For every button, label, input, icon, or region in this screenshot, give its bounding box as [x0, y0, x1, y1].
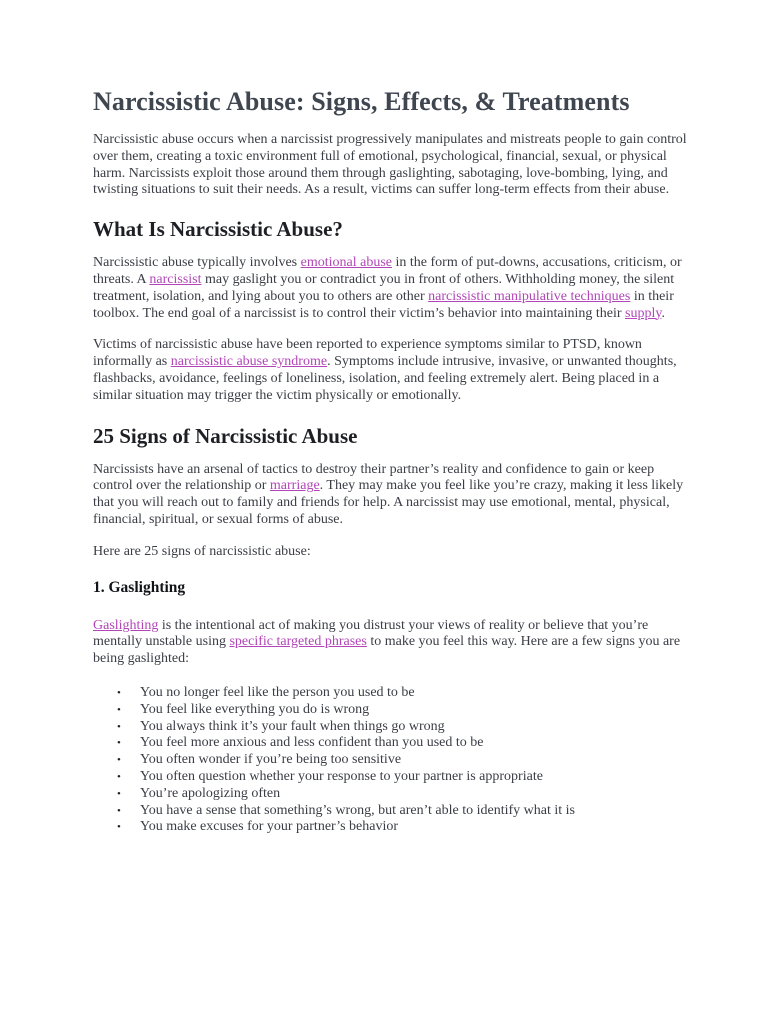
list-item: • You feel more anxious and less confident than you used to be: [117, 735, 484, 751]
link-gaslighting[interactable]: Gaslighting: [93, 617, 159, 633]
intro-paragraph: Narcissistic abuse occurs when a narcissist progressively manipulates and mistreats people to gain control over them, creating a toxic environment full of emotional, psychological, financial, sexual, or physical harm. Narcissists exploit those around them through gaslighting, sabotaging, love-bombing, lying, and twisting situations to suit their needs. As a result, victims can suffer long-term effects from their abuse.: [93, 132, 687, 198]
list-item: • You’re apologizing often: [117, 785, 281, 801]
signs-paragraph-2: Here are 25 signs of narcissistic abuse:: [93, 543, 311, 559]
list-item: • You feel like everything you do is wrong: [117, 701, 370, 717]
list-item: • You make excuses for your partner’s behavior: [117, 819, 399, 835]
link-marriage[interactable]: marriage: [269, 478, 320, 494]
list-item: • You often question whether your response to your partner is appropriate: [117, 768, 543, 784]
bullet-icon: •: [117, 703, 121, 716]
what-paragraph-1: Narcissistic abuse typically involves emotional abuse in the form of put-downs, accusations, criticism, or threats. A narcissist may gaslight you or contradict you in front of others. Withholding money, the silent treatment, isolation, and lying about you to others are other narcissistic manipulative techniques in their toolbox. The end goal of a narcissist is to control their victim’s behavior into maintaining their supply.: [93, 255, 682, 321]
bullet-icon: •: [117, 737, 121, 750]
page-title: Narcissistic Abuse: Signs, Effects, & Treatments: [93, 87, 630, 116]
gaslighting-paragraph: Gaslighting is the intentional act of making you distrust your views of reality or believe that you’re mentally unstable using specific targeted phrases to make you feel this way. Here are a few signs you are being gaslighted:: [93, 617, 681, 667]
bullet-icon: •: [117, 821, 121, 834]
bullet-icon: •: [117, 804, 121, 817]
list-item: • You often wonder if you’re being too sensitive: [117, 752, 402, 768]
link-specific-targeted-phrases[interactable]: specific targeted phrases: [229, 634, 367, 650]
what-paragraph-2: Victims of narcissistic abuse have been reported to experience symptoms similar to PTSD, known informally as narcissistic abuse syndrome. Symptoms include intrusive, invasive, or unwanted thoughts, flashbacks, avoidance, feelings of loneliness, isolation, and feeling extremely alert. Being placed in a similar situation may trigger the victim physically or emotionally.: [93, 337, 677, 403]
bullet-icon: •: [117, 754, 121, 767]
bullet-icon: •: [117, 720, 121, 733]
link-narcissistic-abuse-syndrome[interactable]: narcissistic abuse syndrome: [170, 354, 328, 370]
link-supply[interactable]: supply: [625, 305, 662, 321]
bullet-icon: •: [117, 770, 121, 783]
heading-what-is-narcissistic-abuse: What Is Narcissistic Abuse?: [93, 217, 343, 242]
gaslighting-signs-list: [93, 685, 688, 836]
link-emotional-abuse[interactable]: emotional abuse: [300, 255, 392, 271]
heading-25-signs: 25 Signs of Narcissistic Abuse: [93, 423, 358, 448]
list-item: • You no longer feel like the person you used to be: [117, 684, 415, 700]
bullet-icon: •: [117, 787, 121, 800]
list-item: • You have a sense that something’s wrong, but aren’t able to identify what it is: [117, 802, 575, 818]
signs-paragraph-1: Narcissists have an arsenal of tactics to destroy their partner’s reality and confidence to gain or keep control over the relationship or marriage. They may make you feel like you’re crazy, making it less likely that you will reach out to family and friends for help. A narcissist may use emotional, mental, physical, financial, spiritual, or sexual forms of abuse.: [93, 461, 684, 527]
list-item: • You always think it’s your fault when things go wrong: [117, 718, 445, 734]
link-narcissistic-manipulative-techniques[interactable]: narcissistic manipulative techniques: [428, 288, 631, 304]
heading-gaslighting: 1. Gaslighting: [93, 578, 186, 596]
bullet-icon: •: [117, 686, 121, 699]
link-narcissist[interactable]: narcissist: [149, 271, 202, 287]
